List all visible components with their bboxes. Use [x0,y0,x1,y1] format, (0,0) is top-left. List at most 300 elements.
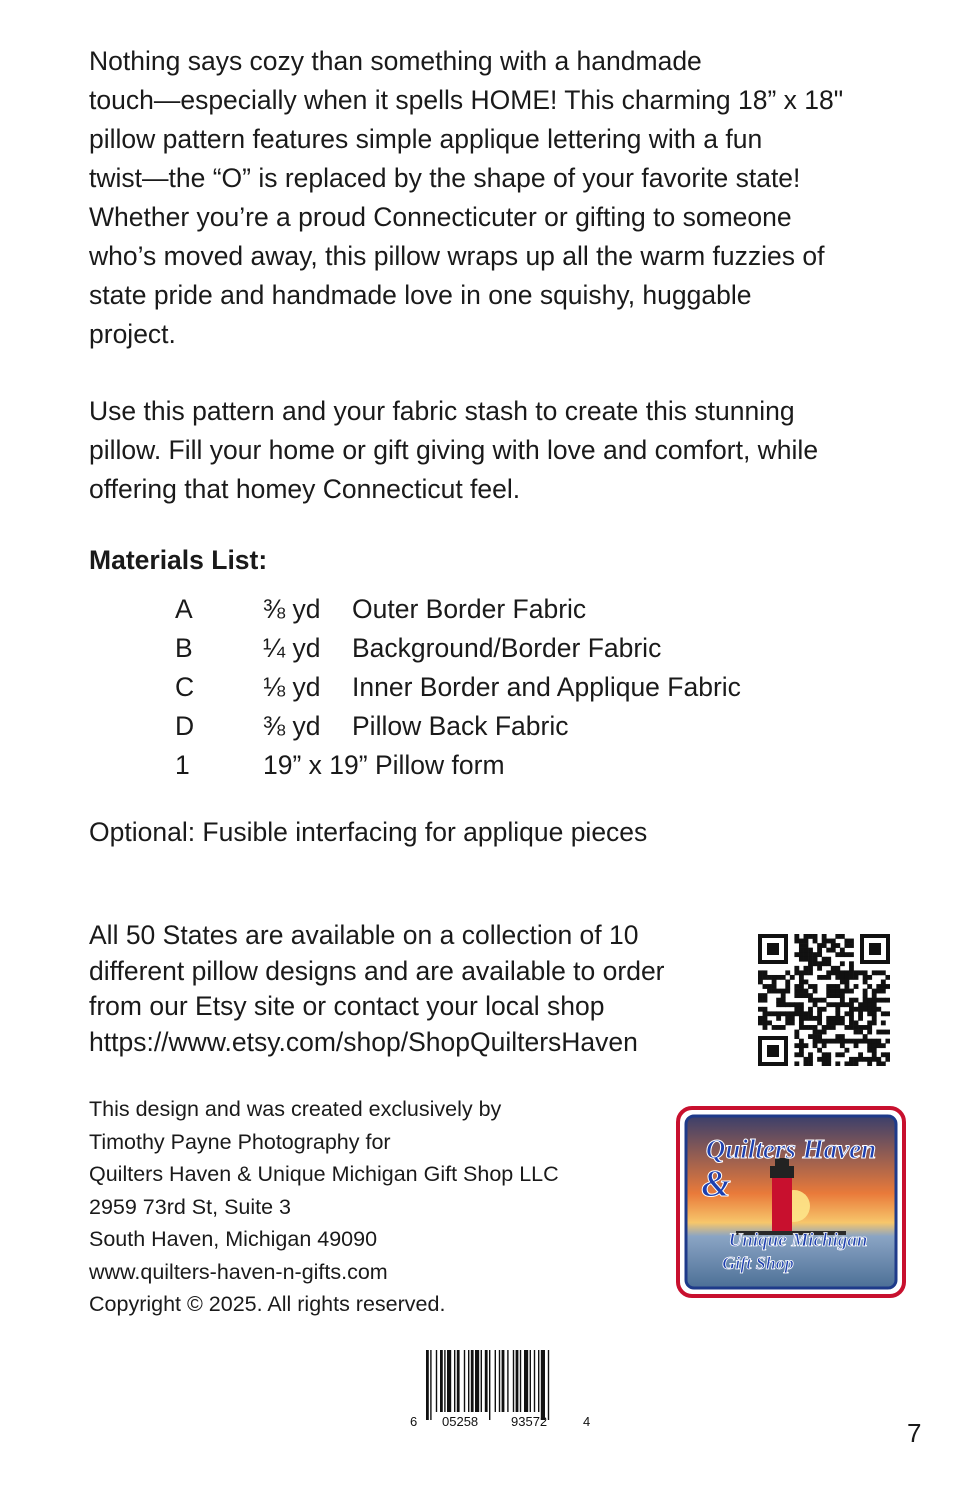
qr-module [854,1043,859,1048]
barcode-bar [444,1350,445,1412]
qr-module [794,934,799,939]
qr-module [863,970,868,975]
intro-line: who’s moved away, this pillow wraps up all the warm fuzzies of [89,241,825,271]
qr-module [808,966,813,971]
qr-module [772,1011,777,1016]
qr-module [772,1025,777,1030]
qr-module [863,975,868,980]
qr-module [849,939,854,944]
qr-module [844,1011,849,1016]
qr-module [844,984,849,989]
barcode-bar [495,1350,496,1412]
qr-module [822,1030,827,1035]
usage-paragraph [89,392,939,509]
qr-module [772,975,777,980]
qr-module [840,1039,845,1044]
qr-module [854,970,859,975]
qr-module [826,989,831,994]
qr-module [844,970,849,975]
qr-module [835,934,840,939]
qr-module [858,1016,863,1021]
qr-module [867,1039,872,1044]
qr-module [813,957,818,962]
usage-line: offering that homey Connecticut feel. [89,474,521,504]
qr-module [854,1030,859,1035]
barcode-bar [468,1350,469,1412]
qr-module [835,943,840,948]
material-description: Pillow Back Fabric [352,711,569,741]
material-quantity: ⅜ yd [263,594,321,624]
qr-module [876,1030,881,1035]
qr-module [867,1048,872,1053]
qr-module [813,952,818,957]
intro-line: touch—especially when it spells HOME! This charming 18” x 18" [89,85,844,115]
qr-module [831,1025,836,1030]
qr-module [817,966,822,971]
barcode-bar [447,1350,451,1412]
qr-module [808,1061,813,1066]
qr-module [854,1020,859,1025]
qr-module [835,1020,840,1025]
material-letter: C [175,672,195,702]
qr-module [767,1011,772,1016]
qr-module [817,943,822,948]
barcode-bar [440,1350,443,1412]
qr-module [794,939,799,944]
qr-module [813,939,818,944]
copyright-text: Copyright © 2025. All rights reserved. [89,1292,446,1316]
qr-module [817,975,822,980]
qr-module [849,1016,854,1021]
material-quantity: ⅜ yd [263,711,321,741]
qr-module [863,1007,868,1012]
qr-module [813,1025,818,1030]
qr-module [804,1043,809,1048]
qr-module [808,984,813,989]
barcode-bar [499,1350,500,1412]
qr-module [781,1002,786,1007]
qr-module [822,1025,827,1030]
qr-module [885,1011,890,1016]
qr-module [763,970,768,975]
qr-module [863,998,868,1003]
qr-module [826,1061,831,1066]
qr-module [831,966,836,971]
qr-module [849,1039,854,1044]
qr-module [849,966,854,971]
etsy-link[interactable]: https://www.etsy.com/shop/ShopQuiltersHaven [89,1026,638,1057]
qr-module [885,984,890,989]
intro-line: pillow pattern features simple applique lettering with a fun [89,124,763,154]
barcode-bar [541,1350,545,1420]
barcode-bar [430,1350,431,1420]
qr-module [849,1002,854,1007]
credits-line: South Haven, Michigan 49090 [89,1227,378,1251]
qr-module [858,1039,863,1044]
qr-module [785,1011,790,1016]
intro-line: twist—the “O” is replaced by the shape of your favorite state! [89,163,801,193]
qr-module [822,961,827,966]
qr-module [813,1002,818,1007]
qr-module [817,1034,822,1039]
qr-module [794,993,799,998]
qr-module [831,993,836,998]
qr-module [840,989,845,994]
qr-module [808,1052,813,1057]
qr-module [881,1030,886,1035]
qr-module [885,1052,890,1057]
qr-module [826,948,831,953]
qr-module [767,989,772,994]
qr-module [863,1025,868,1030]
qr-module [799,989,804,994]
qr-module [867,1002,872,1007]
qr-module [799,1043,804,1048]
qr-module [817,998,822,1003]
qr-module [758,1016,763,1021]
qr-module [858,1057,863,1062]
qr-module [872,1052,877,1057]
qr-module [840,993,845,998]
qr-module [835,1016,840,1021]
qr-module [854,984,859,989]
qr-module [872,1057,877,1062]
qr-module [813,989,818,994]
qr-module [872,1020,877,1025]
barcode-bar [548,1350,549,1420]
qr-module [804,993,809,998]
qr-module [813,1043,818,1048]
material-letter: 1 [175,750,190,780]
barcode-bar [471,1350,474,1412]
qr-module [817,1039,822,1044]
qr-module [867,975,872,980]
qr-module [835,975,840,980]
qr-module [817,1048,822,1053]
qr-module [885,1030,890,1035]
qr-module [776,1025,781,1030]
qr-module [781,998,786,1003]
qr-module [854,1007,859,1012]
qr-module [844,1048,849,1053]
states-line: from our Etsy site or contact your local shop [89,991,605,1021]
qr-module [872,1048,877,1053]
qr-module [863,1039,868,1044]
qr-module [781,993,786,998]
qr-module [822,943,827,948]
qr-module [790,1020,795,1025]
qr-module [872,1002,877,1007]
credits-line: This design and was created exclusively by [89,1097,502,1121]
qr-module [872,1016,877,1021]
qr-module [876,1057,881,1062]
qr-module [790,1016,795,1021]
qr-module [858,1052,863,1057]
barcode-bar [520,1350,521,1412]
qr-module [799,948,804,953]
qr-module [799,1011,804,1016]
qr-module [822,1061,827,1066]
qr-module [858,1007,863,1012]
qr-module [849,1057,854,1062]
qr-module [808,1007,813,1012]
qr-module [813,934,818,939]
qr-module [794,970,799,975]
qr-module [849,952,854,957]
qr-module [776,989,781,994]
qr-module [881,1052,886,1057]
qr-module [840,952,845,957]
qr-module [885,998,890,1003]
qr-module [767,975,772,980]
qr-module [758,975,763,980]
qr-module [872,998,877,1003]
barcode-bar [426,1350,429,1420]
qr-module [804,939,809,944]
usage-line: Use this pattern and your fabric stash to create this stunning [89,396,795,426]
qr-module [849,961,854,966]
material-quantity: ¼ yd [263,633,321,663]
qr-module [840,1034,845,1039]
qr-module [804,980,809,985]
qr-module [804,934,809,939]
logo-line3: Gift Shop [722,1253,794,1273]
states-paragraph [89,918,665,1060]
material-description: Outer Border Fabric [352,594,587,624]
qr-module [763,1011,768,1016]
qr-module [826,970,831,975]
qr-module [831,984,836,989]
material-letter: B [175,633,193,663]
qr-module [813,998,818,1003]
qr-module [822,1057,827,1062]
qr-module [758,980,763,985]
qr-module [867,1011,872,1016]
qr-module [831,939,836,944]
intro-line: project. [89,319,176,349]
qr-module [885,1039,890,1044]
qr-module [885,1057,890,1062]
qr-module [785,984,790,989]
qr-module [854,998,859,1003]
qr-module [844,943,849,948]
qr-module [867,1043,872,1048]
barcode-bar [436,1350,437,1412]
qr-module [849,943,854,948]
qr-module [876,1061,881,1066]
qr-module [872,993,877,998]
qr-module [863,1002,868,1007]
qr-module [826,957,831,962]
qr-module [840,998,845,1003]
qr-module [758,1007,763,1012]
qr-module [794,1061,799,1066]
qr-module [813,1034,818,1039]
logo-line2: Unique Michigan [728,1230,868,1251]
qr-module [763,1025,768,1030]
qr-module [808,970,813,975]
qr-module [817,1016,822,1021]
qr-module [876,970,881,975]
qr-code[interactable] [758,934,890,1066]
qr-module [813,984,818,989]
qr-module [817,1007,822,1012]
website-link[interactable]: www.quilters-haven-n-gifts.com [89,1259,388,1284]
qr-module [840,1016,845,1021]
intro-line: Whether you’re a proud Connecticuter or gifting to someone [89,202,792,232]
qr-module [817,1011,822,1016]
qr-module [826,1020,831,1025]
qr-module [854,1061,859,1066]
qr-module [763,1007,768,1012]
barcode-bar [457,1350,460,1412]
qr-module [804,989,809,994]
qr-module [817,952,822,957]
qr-module [826,975,831,980]
qr-module [849,1011,854,1016]
qr-module [799,957,804,962]
qr-module [844,939,849,944]
qr-module [785,970,790,975]
qr-module [867,1030,872,1035]
qr-module [831,1039,836,1044]
qr-module [794,1007,799,1012]
qr-module [872,1007,877,1012]
qr-module [776,1016,781,1021]
material-letter: A [175,594,193,624]
qr-module [840,934,845,939]
qr-module [867,1020,872,1025]
qr-module [835,1007,840,1012]
qr-module [840,970,845,975]
qr-module [758,970,763,975]
qr-module [804,948,809,953]
qr-module [835,1052,840,1057]
qr-module [831,970,836,975]
qr-module [808,993,813,998]
material-letter: D [175,711,195,741]
qr-module [826,1016,831,1021]
material-description: Inner Border and Applique Fabric [352,672,741,702]
qr-module [804,970,809,975]
qr-module [776,1011,781,1016]
qr-module [758,993,763,998]
qr-module [826,1057,831,1062]
qr-module [808,948,813,953]
qr-module [794,952,799,957]
qr-module [808,961,813,966]
qr-module [876,1043,881,1048]
pillow-form-text: 19” x 19” Pillow form [263,750,505,780]
qr-module [854,1039,859,1044]
qr-module [808,1016,813,1021]
qr-module [835,1002,840,1007]
qr-module [822,998,827,1003]
qr-module [799,1052,804,1057]
logo-line1: Quilters Haven [705,1134,877,1164]
qr-module [840,1052,845,1057]
qr-module [840,1002,845,1007]
qr-module [822,1007,827,1012]
states-line: All 50 States are available on a collection of 10 [89,920,639,950]
qr-module [822,1052,827,1057]
qr-module [785,989,790,994]
qr-module [831,1002,836,1007]
qr-module [822,1043,827,1048]
barcode-bar [481,1350,482,1412]
qr-module [876,1007,881,1012]
barcode-bar [513,1350,514,1412]
qr-module [799,1025,804,1030]
qr-module [849,970,854,975]
qr-module [835,984,840,989]
qr-module [872,1043,877,1048]
qr-module [808,1034,813,1039]
qr-module [881,984,886,989]
qr-module [808,1025,813,1030]
credits-line: Quilters Haven & Unique Michigan Gift Shop LLC [89,1162,559,1186]
qr-module [767,1020,772,1025]
qr-module [876,989,881,994]
qr-module [858,1030,863,1035]
qr-module [794,966,799,971]
page-number: 7 [907,1418,922,1448]
qr-module [876,998,881,1003]
qr-module [835,1039,840,1044]
qr-module [881,1020,886,1025]
qr-module [835,989,840,994]
qr-module [872,970,877,975]
qr-module [826,1039,831,1044]
qr-module [799,1048,804,1053]
qr-module [785,1002,790,1007]
barcode-digit: 4 [583,1414,591,1429]
qr-module [799,943,804,948]
qr-module [840,1043,845,1048]
barcode-bar [516,1350,519,1412]
qr-module [813,1030,818,1035]
qr-module [854,975,859,980]
barcode-bar [489,1350,490,1420]
qr-module [808,934,813,939]
qr-module [799,980,804,985]
qr-module [804,1057,809,1062]
qr-module [844,1002,849,1007]
qr-module [808,998,813,1003]
intro-line: state pride and handmade love in one squishy, huggable [89,280,752,310]
qr-module [772,989,777,994]
qr-module [804,1025,809,1030]
qr-module [840,980,845,985]
qr-module [881,1061,886,1066]
qr-module [858,1025,863,1030]
qr-module [781,1011,786,1016]
barcode-digit: 6 [410,1414,418,1429]
qr-module [844,980,849,985]
qr-module [826,1025,831,1030]
barcode-digits: 05258 [442,1414,479,1429]
material-description: Background/Border Fabric [352,633,662,663]
qr-module [844,952,849,957]
qr-module [872,1011,877,1016]
qr-module [790,1011,795,1016]
qr-module [831,943,836,948]
qr-module [881,1011,886,1016]
qr-module [844,1061,849,1066]
material-quantity: ⅛ yd [263,672,321,702]
qr-module [881,970,886,975]
states-line: different pillow designs and are available to order [89,955,665,986]
